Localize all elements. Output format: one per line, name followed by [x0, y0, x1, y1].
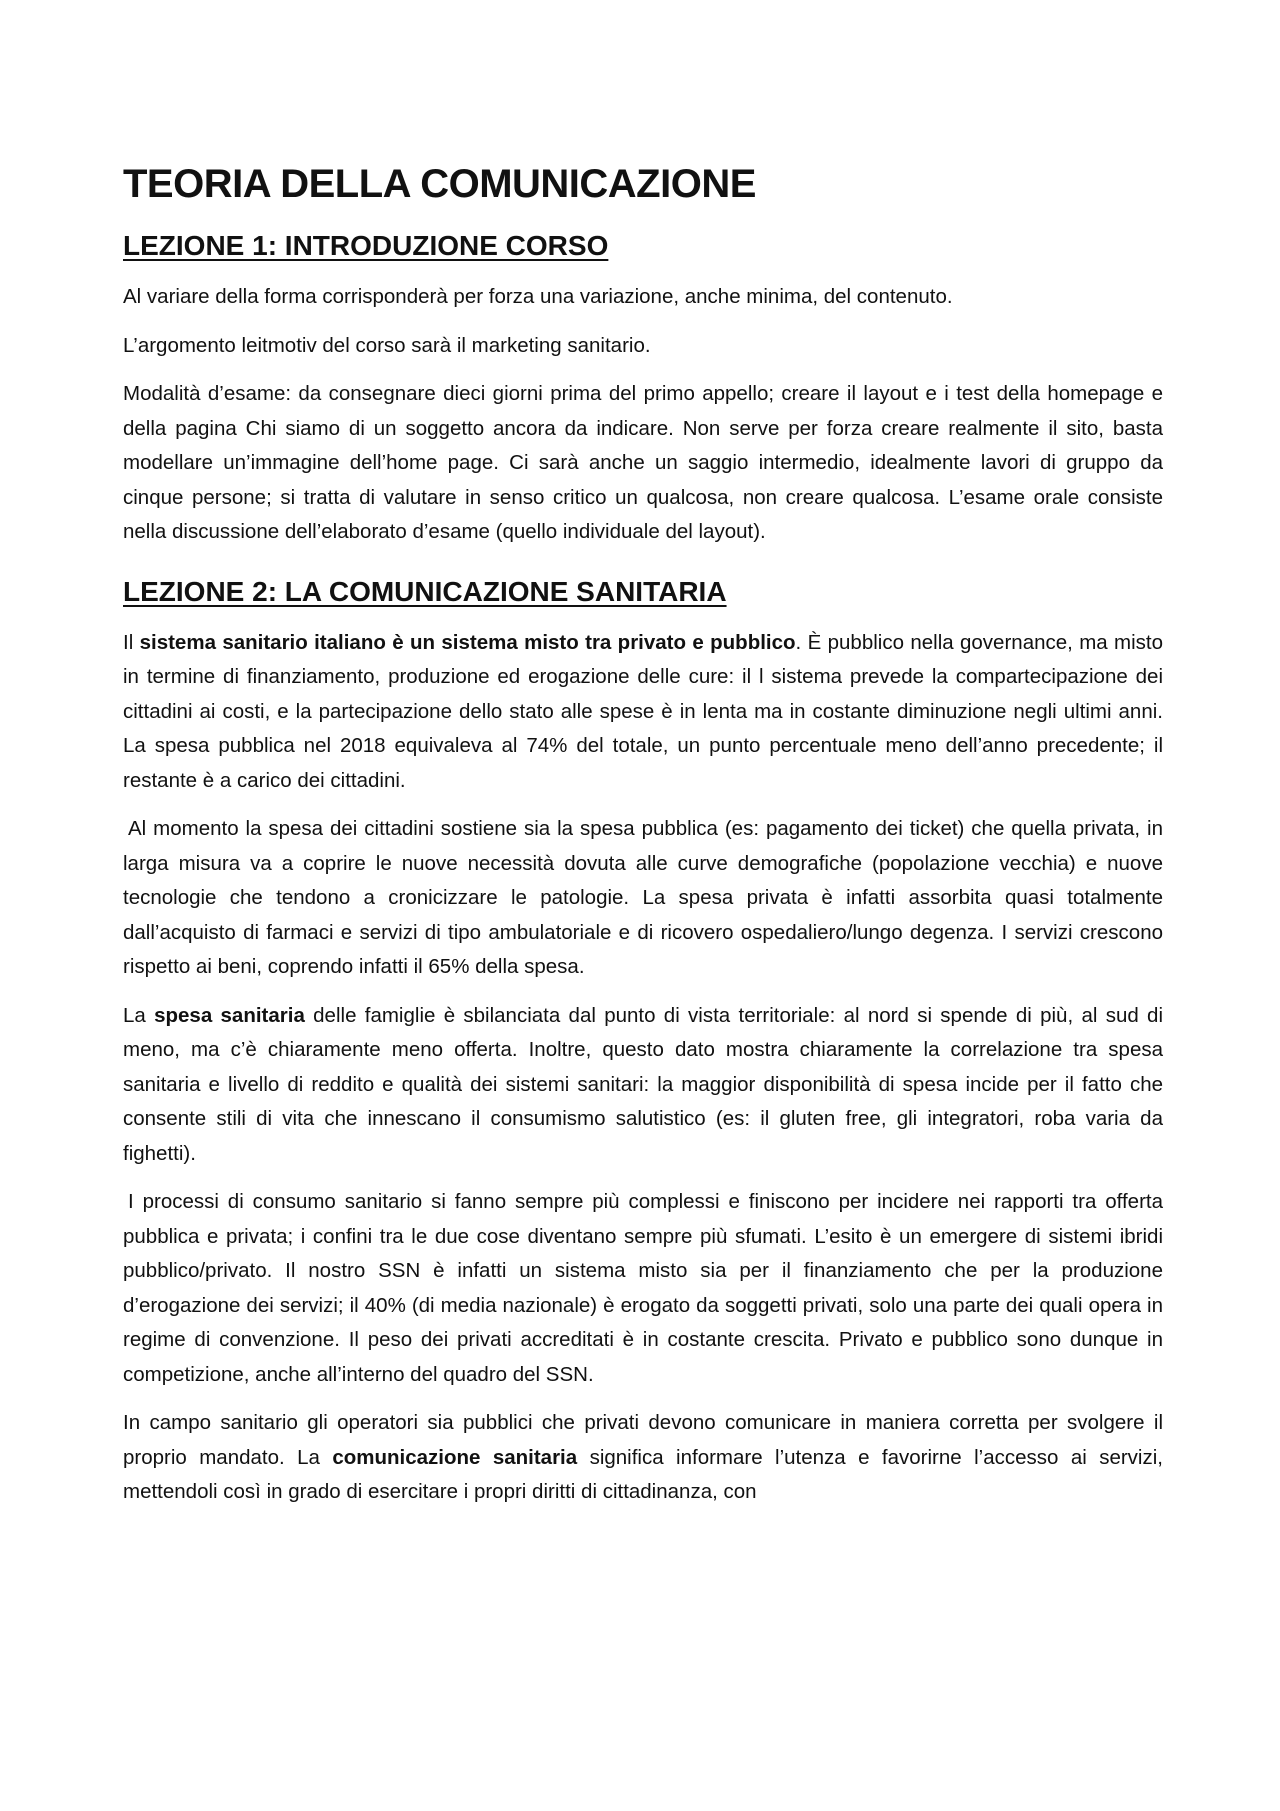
lesson-1-paragraph-1: Al variare della forma corrisponderà per forza una variazione, anche minima, del contenuto.	[123, 285, 953, 308]
lesson-2-paragraph-5	[123, 1406, 1163, 1510]
paragraph-text: . È pubblico nella governance, ma misto in termine di finanziamento, produzione ed erogazione delle cure: il l sistema prevede la compartecipazione dei cittadini ai costi, e la partecipazione dello stato alle spese è in lenta ma in costante diminuzione negli ultimi anni. La spesa pubblica nel 2018 equivaleva al 74% del totale, un punto percentuale meno dell’anno precedente; il restante è a carico dei cittadini.	[123, 630, 1164, 792]
paragraph-text: In campo sanitario gli operatori sia pubblici che privati devono comunicare in maniera corretta per svolgere il proprio mandato. La	[123, 1411, 1163, 1469]
lesson-2-paragraph-3	[123, 999, 1163, 1172]
paragraph-text: Il	[123, 630, 140, 654]
lesson-1-heading: LEZIONE 1: INTRODUZIONE CORSO	[123, 230, 609, 261]
bold-phrase: spesa sanitaria	[154, 1003, 305, 1027]
document-page	[123, 160, 1163, 1524]
bold-phrase: sistema sanitario italiano è un sistema misto tra privato e pubblico	[139, 630, 796, 654]
lesson-2-paragraph-1	[123, 626, 1163, 799]
lesson-1-paragraph-3: Modalità d’esame: da consegnare dieci giorni prima del primo appello; creare il layout e i test della homepage e della pagina Chi siamo di un soggetto ancora da indicare. Non serve per forza creare realmente il sito, basta modellare un’immagine dell’home page. Ci sarà anche un saggio intermedio, idealmente lavori di gruppo da cinque persone; si tratta di valutare in senso critico un qualcosa, non creare qualcosa. L’esame orale consiste nella discussione dell’elaborato d’esame (quello individuale del layout).	[123, 382, 1163, 543]
bold-phrase: comunicazione sanitaria	[332, 1445, 578, 1469]
lesson-2-paragraph-4: I processi di consumo sanitario si fanno sempre più complessi e finiscono per incidere nei rapporti tra offerta pubblica e privata; i confini tra le due cose diventano sempre più sfumati. L’esito è un emergere di sistemi ibridi pubblico/privato. Il nostro SSN è infatti un sistema misto sia per il finanziamento che per la produzione d’erogazione dei servizi; il 40% (di media nazionale) è erogato da soggetti privati, solo una parte dei quali opera in regime di convenzione. Il peso dei privati accreditati è in costante crescita. Privato e pubblico sono dunque in competizione, anche all’interno del quadro del SSN.	[123, 1190, 1163, 1386]
paragraph-text: significa informare l’utenza e favorirne l’accesso ai servizi, mettendoli così in grado di esercitare i propri diritti di cittadinanza, con	[123, 1445, 1163, 1503]
document-title: TEORIA DELLA COMUNICAZIONE	[123, 162, 756, 206]
paragraph-text: La	[123, 1003, 155, 1027]
lesson-1-paragraph-2: L’argomento leitmotiv del corso sarà il marketing sanitario.	[123, 333, 651, 357]
paragraph-text: delle famiglie è sbilanciata dal punto di vista territoriale: al nord si spende di più, al sud di meno, ma c’è chiaramente meno offerta. Inoltre, questo dato mostra chiaramente la correlazione tra spesa sanitaria e livello di reddito e qualità dei sistemi sanitari: la maggior disponibilità di spesa incide per il fatto che consente stili di vita che innescano il consumismo salutistico (es: il gluten free, gli integratori, roba varia da fighetti).	[123, 1003, 1163, 1165]
lesson-2-paragraph-2: Al momento la spesa dei cittadini sostiene sia la spesa pubblica (es: pagamento dei ticket) che quella privata, in larga misura va a coprire le nuove necessità dovuta alle curve demografiche (popolazione vecchia) e nuove tecnologie che tendono a cronicizzare le patologie. La spesa privata è infatti assorbita quasi totalmente dall’acquisto di farmaci e servizi di tipo ambulatoriale e di ricovero ospedaliero/lungo degenza. I servizi crescono rispetto ai beni, coprendo infatti il 65% della spesa.	[123, 817, 1163, 978]
lesson-2-heading: LEZIONE 2: LA COMUNICAZIONE SANITARIA	[123, 575, 727, 607]
